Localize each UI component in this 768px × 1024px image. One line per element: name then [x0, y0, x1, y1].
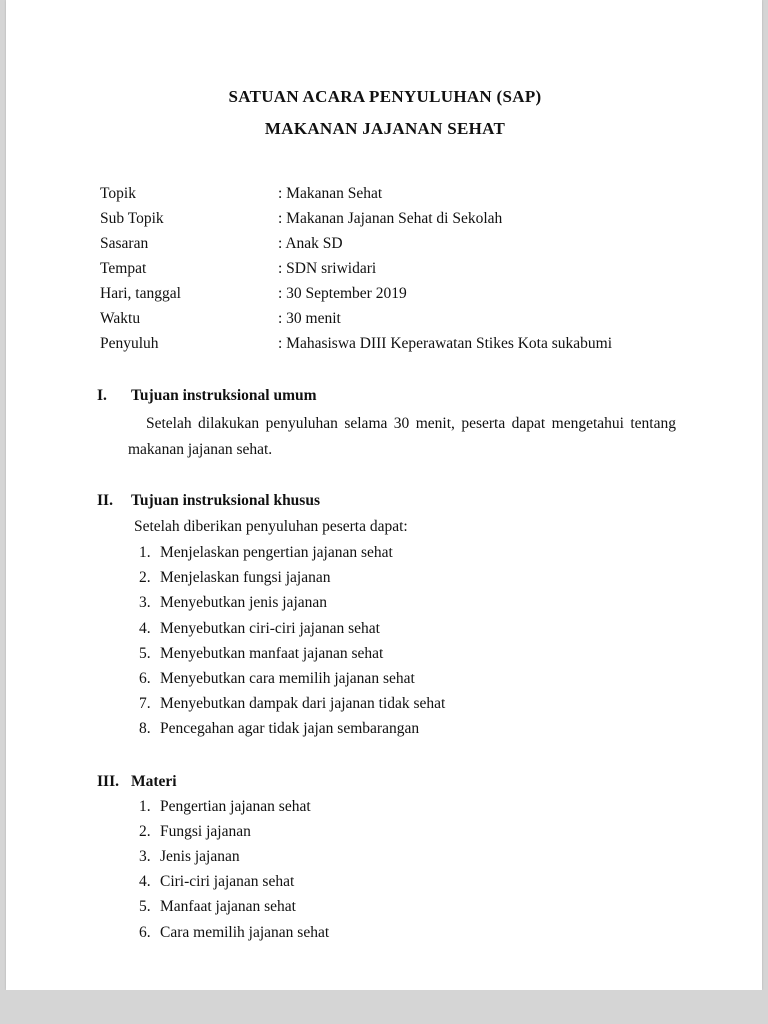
metadata-row	[100, 231, 676, 256]
list-item-number: 6.	[139, 670, 151, 688]
metadata-label: Waktu	[100, 310, 141, 327]
metadata-value: : SDN sriwidari	[278, 260, 377, 277]
metadata-row	[100, 206, 676, 231]
list-item-text: Menyebutkan cara memilih jajanan sehat	[160, 670, 415, 688]
list-item	[139, 819, 676, 844]
list-item-number: 1.	[139, 797, 151, 815]
list-item-number: 3.	[139, 594, 151, 612]
list-item-text: Menyebutkan dampak dari jajanan tidak sehat	[160, 695, 446, 713]
list-item-number: 2.	[139, 569, 151, 587]
metadata-table	[100, 181, 676, 356]
section-title: Materi	[131, 772, 177, 790]
metadata-row	[100, 331, 676, 356]
section-heading	[94, 488, 676, 513]
list-item-text: Menyebutkan jenis jajanan	[160, 594, 328, 612]
metadata-label: Tempat	[100, 260, 147, 277]
list-item-number: 4.	[139, 619, 151, 637]
list-item-number: 4.	[139, 873, 151, 891]
list-item	[139, 920, 676, 945]
metadata-row	[100, 306, 676, 331]
metadata-value: : Makanan Sehat	[278, 185, 383, 202]
list-item	[139, 565, 676, 590]
section-tujuan-khusus	[94, 488, 676, 742]
metadata-value: : 30 menit	[278, 310, 341, 327]
metadata-row	[100, 181, 676, 206]
list-item-number: 7.	[139, 695, 151, 713]
metadata-label: Sub Topik	[100, 210, 164, 227]
list-item-text: Menjelaskan pengertian jajanan sehat	[160, 544, 393, 561]
section-materi	[94, 769, 676, 945]
metadata-row	[100, 281, 676, 306]
metadata-value: : 30 September 2019	[278, 285, 407, 302]
section-numeral: I.	[97, 387, 107, 404]
list-item-text: Ciri-ciri jajanan sehat	[160, 873, 295, 891]
metadata-label: Topik	[100, 185, 136, 202]
list-item-number: 1.	[139, 544, 151, 561]
list-item	[139, 716, 676, 741]
list-item	[139, 794, 676, 819]
list-item	[139, 666, 676, 691]
list-item	[139, 540, 676, 565]
numbered-list	[139, 540, 676, 742]
list-item	[139, 894, 676, 919]
list-item	[139, 616, 676, 641]
metadata-label: Hari, tanggal	[100, 285, 181, 302]
list-item-text: Menyebutkan ciri-ciri jajanan sehat	[160, 619, 380, 637]
document-page	[6, 0, 762, 990]
list-item-number: 6.	[139, 923, 151, 941]
metadata-value: : Mahasiswa DIII Keperawatan Stikes Kota sukabumi	[278, 335, 613, 352]
list-item	[139, 590, 676, 615]
list-item	[139, 691, 676, 716]
list-item-text: Manfaat jajanan sehat	[160, 898, 296, 916]
list-item-number: 2.	[139, 822, 151, 840]
numbered-list	[139, 794, 676, 945]
section-numeral: III.	[97, 772, 119, 790]
document-title-line2: MAKANAN JAJANAN SEHAT	[264, 119, 506, 138]
list-item	[139, 844, 676, 869]
section-heading	[94, 769, 676, 794]
list-item-text: Cara memilih jajanan sehat	[160, 923, 330, 941]
list-item	[139, 641, 676, 666]
list-item-number: 5.	[139, 898, 151, 916]
list-item	[139, 869, 676, 894]
list-item-text: Jenis jajanan	[160, 848, 240, 866]
list-item-text: Pengertian jajanan sehat	[160, 797, 311, 815]
list-item-text: Fungsi jajanan	[160, 822, 251, 840]
metadata-value: : Anak SD	[278, 235, 343, 252]
section-title: Tujuan instruksional khusus	[131, 492, 320, 509]
section-heading	[94, 383, 676, 408]
list-item-text: Menjelaskan fungsi jajanan	[160, 569, 331, 587]
list-item-text: Menyebutkan manfaat jajanan sehat	[160, 644, 384, 662]
list-item-text: Pencegahan agar tidak jajan sembarangan	[160, 720, 420, 738]
metadata-row	[100, 256, 676, 281]
viewer-bottom-margin	[0, 990, 768, 1024]
metadata-label: Penyuluh	[100, 335, 159, 352]
section-title: Tujuan instruksional umum	[131, 387, 317, 404]
metadata-label: Sasaran	[100, 235, 149, 252]
section-paragraph: Setelah dilakukan penyuluhan selama 30 menit, peserta dapat mengetahui tentang makanan jajanan sehat.	[128, 415, 676, 458]
list-item-number: 3.	[139, 848, 151, 866]
section-tujuan-umum	[94, 383, 676, 463]
list-item-number: 5.	[139, 644, 151, 662]
metadata-value: : Makanan Jajanan Sehat di Sekolah	[278, 210, 503, 227]
list-item-number: 8.	[139, 720, 151, 738]
section-intro: Setelah diberikan penyuluhan peserta dapat:	[134, 518, 408, 535]
section-numeral: II.	[97, 492, 113, 509]
document-title-line1: SATUAN ACARA PENYULUHAN (SAP)	[228, 87, 542, 106]
